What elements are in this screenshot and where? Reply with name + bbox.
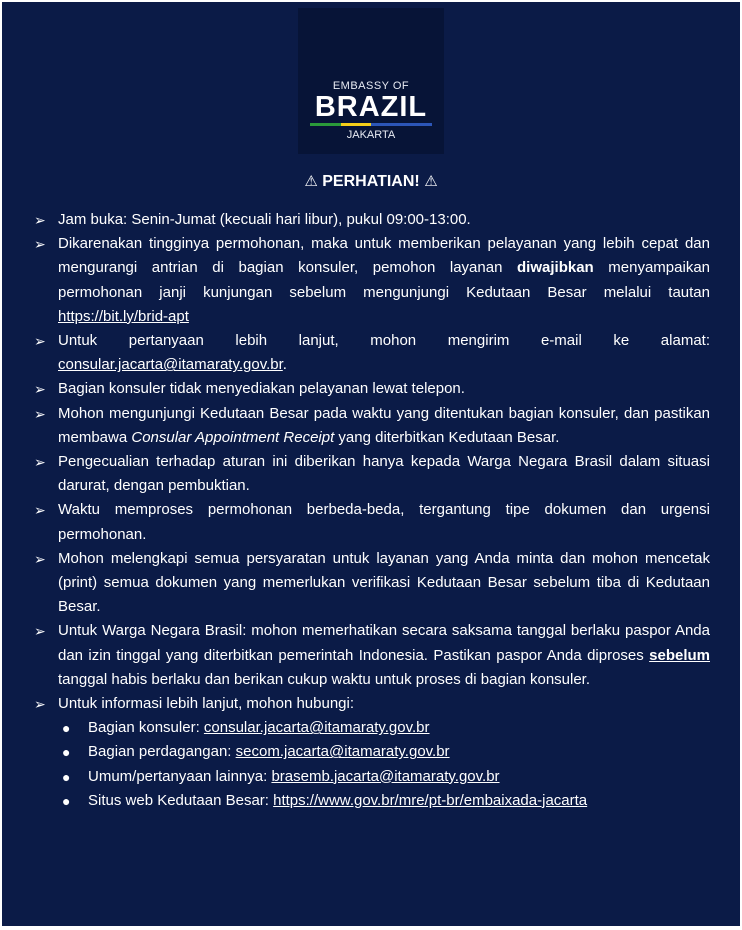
consular-email-link[interactable]: consular.jacarta@itamaraty.gov.br	[58, 356, 283, 374]
list-item	[34, 547, 710, 620]
trade-contact-link[interactable]: secom.jacarta@itamaraty.gov.br	[235, 743, 450, 761]
contact-label: Umum/pertanyaan lainnya:	[88, 767, 272, 785]
list-item	[34, 450, 710, 498]
contact-item	[62, 740, 710, 764]
arrow-bullet-icon: ➢	[34, 696, 46, 713]
list-item	[34, 329, 710, 377]
logo-brazil: BRAZIL	[314, 91, 428, 123]
arrow-bullet-icon: ➢	[34, 405, 46, 422]
notice-list	[34, 208, 710, 813]
list-item	[34, 402, 710, 450]
list-item-text-part: Mohon mengunjungi Kedutaan Besar pada waktu yang ditentukan bagian konsuler, dan pastikan membawa	[58, 404, 710, 446]
contact-label: Bagian perdagangan:	[88, 743, 236, 761]
list-item	[34, 232, 710, 329]
list-item-text: Untuk informasi lebih lanjut, mohon hubungi:	[58, 695, 355, 713]
list-item	[34, 692, 710, 716]
italic-text: Consular Appointment Receipt	[131, 428, 335, 446]
arrow-bullet-icon: ➢	[34, 623, 46, 640]
website-link[interactable]: https://www.gov.br/mre/pt-br/embaixada-jacarta	[273, 791, 588, 809]
page-title-text: PERHATIAN!	[322, 173, 420, 190]
arrow-bullet-icon: ➢	[34, 502, 46, 519]
logo-stripe-blue	[371, 123, 402, 126]
emphasis-text: sebelum	[649, 646, 710, 664]
emphasis-text: diwajibkan	[517, 259, 594, 277]
contact-item	[62, 789, 710, 813]
arrow-bullet-icon: ➢	[34, 454, 46, 471]
arrow-bullet-icon: ➢	[34, 212, 46, 228]
logo-stripe-blue-2	[402, 123, 433, 126]
logo-flag-stripes	[310, 123, 432, 126]
list-item	[34, 208, 710, 232]
list-item-text	[58, 402, 710, 450]
list-item-text: Jam buka: Senin-Jumat (kecuali hari libur), pukul 09:00-13:00.	[58, 211, 471, 228]
dot-bullet-icon: ●	[62, 744, 71, 761]
list-item-text	[58, 329, 710, 377]
logo-embassy-of: EMBASSY OF	[332, 80, 410, 92]
contact-label: Situs web Kedutaan Besar:	[88, 791, 274, 809]
list-item-text-part: .	[282, 356, 287, 374]
list-item-text	[58, 619, 710, 692]
list-item-text-part: Untuk pertanyaan lebih lanjut, mohon mengirim e-mail ke alamat:	[58, 332, 710, 350]
contact-text	[88, 789, 587, 813]
list-item-text-part: Dikarenakan tingginya permohonan, maka untuk memberikan pelayanan yang lebih cepat dan mengurangi antrian di bagian konsuler, pemohon layanan	[58, 235, 710, 277]
list-item-text: Mohon melengkapi semua persyaratan untuk layanan yang Anda minta dan mohon mencetak (print) semua dokumen yang memerlukan verifikasi Kedutaan Besar sebelum tiba di Kedutaan Besar.	[58, 549, 710, 616]
dot-bullet-icon: ●	[62, 768, 71, 785]
embassy-logo	[298, 8, 444, 154]
appointment-link[interactable]: https://bit.ly/brid-apt	[58, 307, 189, 325]
logo-stripe-yellow	[341, 123, 372, 126]
contact-label: Bagian konsuler:	[88, 719, 204, 737]
list-item-text-part: tanggal habis berlaku dan berikan cukup waktu untuk proses di bagian konsuler.	[58, 670, 591, 688]
logo-stripe-green	[310, 123, 341, 126]
notice-page	[2, 2, 740, 926]
list-item-text: Bagian konsuler tidak menyediakan pelayanan lewat telepon.	[58, 380, 465, 398]
consular-contact-link[interactable]: consular.jacarta@itamaraty.gov.br	[203, 719, 430, 737]
list-item-text	[58, 232, 710, 329]
list-item-text: Pengecualian terhadap aturan ini diberikan hanya kepada Warga Negara Brasil dalam situasi darurat, dengan pembuktian.	[58, 453, 710, 495]
warning-icon: ⚠	[304, 173, 318, 190]
general-contact-link[interactable]: brasemb.jacarta@itamaraty.gov.br	[271, 767, 500, 785]
list-item-text-part: Untuk Warga Negara Brasil: mohon memerhatikan secara saksama tanggal berlaku paspor Anda dan izin tinggal yang diterbitkan pemerintah Indonesia. Pastikan paspor Anda diproses	[58, 622, 710, 664]
list-item-text-part: yang diterbitkan Kedutaan Besar.	[334, 428, 560, 446]
list-item-text: Waktu memproses permohonan berbeda-beda, tergantung tipe dokumen dan urgensi permohonan.	[58, 501, 710, 543]
dot-bullet-icon: ●	[62, 720, 71, 737]
contact-text	[88, 765, 500, 789]
logo-jakarta: JAKARTA	[346, 129, 396, 141]
arrow-bullet-icon: ➢	[34, 236, 46, 253]
list-item	[34, 619, 710, 692]
arrow-bullet-icon: ➢	[34, 381, 46, 398]
warning-icon: ⚠	[424, 173, 438, 190]
dot-bullet-icon: ●	[62, 792, 71, 809]
contact-text	[88, 740, 450, 764]
contact-item	[62, 716, 710, 740]
list-item-text-part: menyampaikan permohonan janji kunjungan sebelum mengunjungi Kedutaan Besar melalui tautan	[58, 259, 711, 301]
page-title	[2, 172, 740, 191]
arrow-bullet-icon: ➢	[34, 550, 46, 567]
contact-text	[88, 716, 430, 740]
list-item	[34, 498, 710, 546]
contact-item	[62, 765, 710, 789]
list-item	[34, 377, 710, 401]
arrow-bullet-icon: ➢	[34, 333, 46, 350]
